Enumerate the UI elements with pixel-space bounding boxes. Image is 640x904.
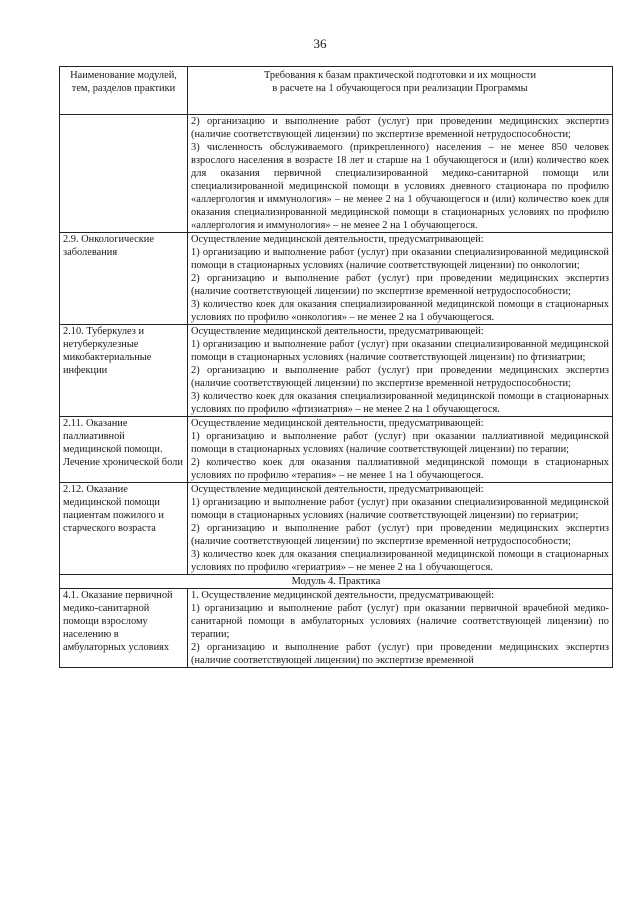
header-col2-line2: в расчете на 1 обучающегося при реализации Программы <box>272 83 528 94</box>
table-row <box>60 233 613 325</box>
row-requirements: Осуществление медицинской деятельности, предусматривающей: 1) организацию и выполнение работ (услуг) при оказании специализированной медицинской помощи в стационарных условиях (наличие соответствующей лицензии) по гериатрии; 2) организацию и выполнение работ (услуг) при проведении медицинских экспертиз (наличие соответствующей лицензии) по экспертизе временной нетрудоспособности; 3) количество коек для оказания специализированной медицинской помощи в стационарных условиях по профилю «гериатрия» – не менее 2 на 1 обучающегося. <box>188 483 613 575</box>
header-col-modules: Наименование модулей, тем, разделов практики <box>60 67 188 115</box>
table-row <box>60 115 613 233</box>
row-topic: 2.11. Оказание паллиативной медицинской помощи. Лечение хронической боли <box>60 417 188 483</box>
table-row <box>60 483 613 575</box>
module-4-title: Модуль 4. Практика <box>60 575 613 589</box>
table-row <box>60 589 613 668</box>
row-topic: 4.1. Оказание первичной медико-санитарной помощи взрослому населению в амбулаторных условиях <box>60 589 188 668</box>
table-row <box>60 417 613 483</box>
row-topic <box>60 115 188 233</box>
row-requirements: Осуществление медицинской деятельности, предусматривающей: 1) организацию и выполнение работ (услуг) при оказании специализированной медицинской помощи в стационарных условиях (наличие соответствующей лицензии) по онкологии; 2) организацию и выполнение работ (услуг) при проведении медицинских экспертиз (наличие соответствующей лицензии) по экспертизе временной нетрудоспособности; 3) количество коек для оказания специализированной медицинской помощи в стационарных условиях по профилю «онкология» – не менее 2 на 1 обучающегося. <box>188 233 613 325</box>
header-col-requirements <box>188 67 613 115</box>
row-requirements: 1. Осуществление медицинской деятельности, предусматривающей: 1) организацию и выполнение работ (услуг) при оказании первичной врачебной медико-санитарной помощи в амбулаторных условиях (наличие соответствующей лицензии) по терапии; 2) организацию и выполнение работ (услуг) при проведении медицинских экспертиз (наличие соответствующей лицензии) по экспертизе временной <box>188 589 613 668</box>
table-header-row <box>60 67 613 115</box>
row-topic: 2.12. Оказание медицинской помощи пациентам пожилого и старческого возраста <box>60 483 188 575</box>
page-number: 36 <box>313 36 327 51</box>
row-topic: 2.9. Онкологические заболевания <box>60 233 188 325</box>
row-topic: 2.10. Туберкулез и нетуберкулезные микобактериальные инфекции <box>60 325 188 417</box>
module-heading-row <box>60 575 613 589</box>
requirements-table <box>59 66 613 668</box>
table-row <box>60 325 613 417</box>
row-requirements: 2) организацию и выполнение работ (услуг) при проведении медицинских экспертиз (наличие соответствующей лицензии) по экспертизе временной нетрудоспособности; 3) численность обслуживаемого (прикрепленного) населения – не менее 850 человек взрослого населения в возрасте 18 лет и старше на 1 обучающегося и (или) количество коек для оказания первичной специализированной медико-санитарной помощи или специализированной медицинской помощи в условиях дневного стационара по профилю «аллергология и иммунология» – не менее 2 на 1 обучающегося и (или) количество коек для оказания специализированной медицинской помощи в стационарных условиях по профилю «аллергология и иммунология» – не менее 2 на 1 обучающегося. <box>188 115 613 233</box>
row-requirements: Осуществление медицинской деятельности, предусматривающей: 1) организацию и выполнение работ (услуг) при оказании паллиативной медицинской помощи в стационарных условиях (наличие соответствующей лицензии) по терапии; 2) количество коек для оказания паллиативной медицинской помощи в стационарных условиях по профилю «терапия» – не менее 1 на 1 обучающегося. <box>188 417 613 483</box>
row-requirements: Осуществление медицинской деятельности, предусматривающей: 1) организацию и выполнение работ (услуг) при оказании специализированной медицинской помощи в стационарных условиях (наличие соответствующей лицензии) по фтизиатрии; 2) организацию и выполнение работ (услуг) при проведении медицинских экспертиз (наличие соответствующей лицензии) по экспертизе временной нетрудоспособности; 3) количество коек для оказания специализированной медицинской помощи в стационарных условиях по профилю «фтизиатрия» – не менее 2 на 1 обучающегося. <box>188 325 613 417</box>
header-col2-line1: Требования к базам практической подготовки и их мощности <box>263 70 537 81</box>
